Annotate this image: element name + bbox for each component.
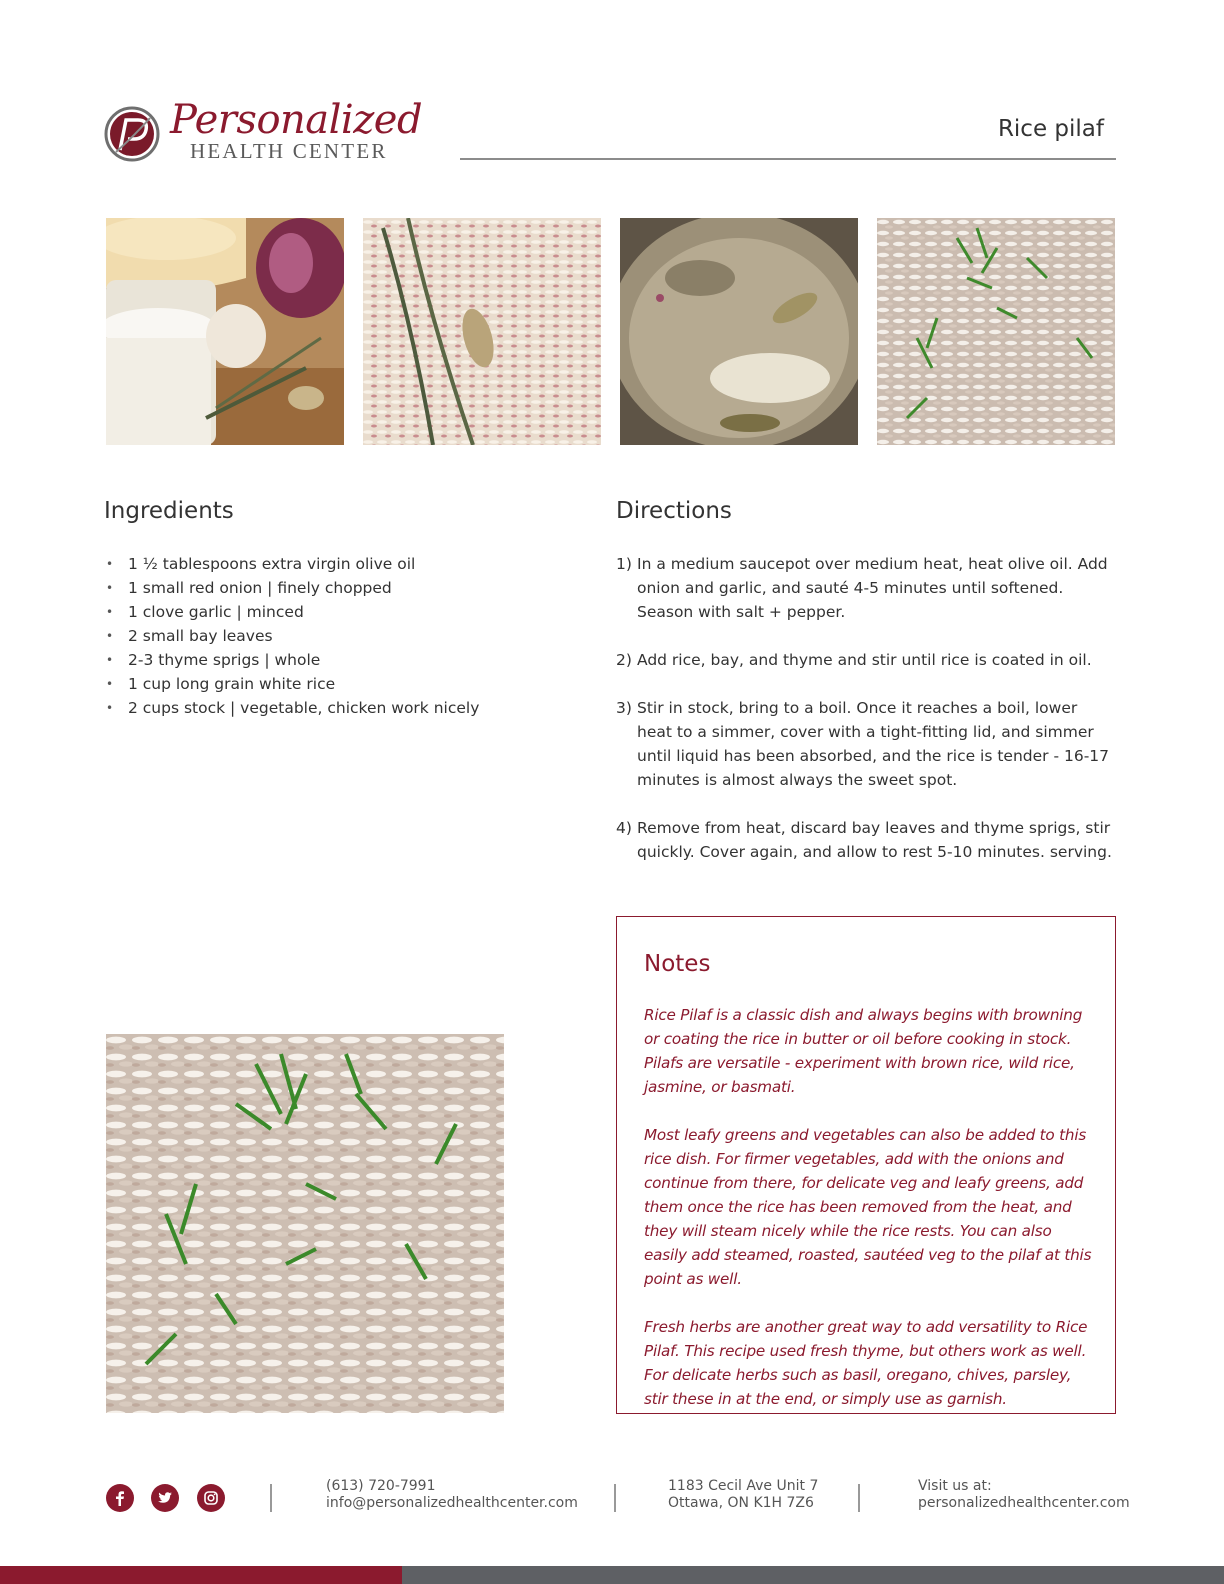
notes-heading: Notes [644, 951, 711, 977]
notes-paragraph: Fresh herbs are another great way to add versatility to Rice Pilaf. This recipe used fresh thyme, but others work as well. For delicate herbs such as basil, oregano, chives, parsley, stir these in at the end, or simply use as garnish. [644, 1318, 1088, 1408]
notes-paragraph: Most leafy greens and vegetables can also be added to this rice dish. For firmer vegetables, add with the onions and continue from there, for delicate veg and leafy greens, add them once the rice has been removed from the heat, and they will steam nicely while the rice rests. You can also easily add steamed, roasted, sautéed veg to the pilaf at this point as well. [644, 1126, 1092, 1288]
footer-band-accent [0, 1566, 402, 1584]
brand-logo [104, 97, 423, 164]
footer-divider [858, 1484, 860, 1512]
direction-step [616, 648, 1116, 672]
logo-subtitle: HEALTH CENTER [190, 139, 388, 163]
finished-pilaf-photo [877, 218, 1115, 445]
footer-divider [614, 1484, 616, 1512]
contact-block [326, 1478, 578, 1512]
simmering-pot-photo [620, 218, 858, 445]
address-block [668, 1478, 818, 1512]
list-item: • 2 cups stock | vegetable, chicken work nicely [104, 696, 479, 720]
list-item: • 1 small red onion | finely chopped [104, 576, 479, 600]
directions-list [616, 552, 1116, 888]
website-link[interactable]: personalizedhealthcenter.com [918, 1495, 1130, 1511]
step-number: 4) [616, 819, 632, 837]
logo-p-mark-icon [104, 106, 160, 162]
twitter-icon[interactable] [151, 1484, 179, 1512]
list-item: • 2-3 thyme sprigs | whole [104, 648, 479, 672]
logo-wordmark: Personalized [170, 97, 423, 143]
list-item: • 1 cup long grain white rice [104, 672, 479, 696]
ingredients-list [104, 552, 479, 720]
address-line-2: Ottawa, ON K1H 7Z6 [668, 1495, 814, 1511]
list-item: • 1 clove garlic | minced [104, 600, 479, 624]
phone-number[interactable]: (613) 720-7991 [326, 1478, 436, 1494]
step-text: In a medium saucepot over medium heat, heat olive oil. Add onion and garlic, and sauté 4-5 minutes until softened. Season with salt + pepper. [637, 555, 1108, 621]
title-divider [460, 158, 1116, 160]
direction-step [616, 552, 1116, 624]
notes-body [644, 1003, 1094, 1435]
website-block [918, 1478, 1130, 1512]
step-text: Add rice, bay, and thyme and stir until rice is coated in oil. [637, 651, 1092, 669]
directions-heading: Directions [616, 498, 732, 524]
notes-box [616, 916, 1116, 1414]
footer-band-grey [402, 1566, 1224, 1584]
instagram-icon[interactable] [197, 1484, 225, 1512]
footer-divider [270, 1484, 272, 1512]
step-text: Remove from heat, discard bay leaves and thyme sprigs, stir quickly. Cover again, and allow to rest 5-10 minutes. serving. [637, 819, 1112, 861]
email-link[interactable]: info@personalizedhealthcenter.com [326, 1495, 578, 1511]
pilaf-closeup-photo [106, 1034, 504, 1413]
facebook-icon[interactable] [106, 1484, 134, 1512]
address-line-1: 1183 Cecil Ave Unit 7 [668, 1478, 819, 1494]
step-number: 1) [616, 555, 632, 573]
list-item: • 2 small bay leaves [104, 624, 479, 648]
step-number: 3) [616, 699, 632, 717]
step-number: 2) [616, 651, 632, 669]
direction-step [616, 696, 1116, 792]
page-title: Rice pilaf [997, 116, 1104, 142]
notes-paragraph: Rice Pilaf is a classic dish and always begins with browning or coating the rice in butter or oil before cooking in stock. Pilafs are versatile - experiment with brown rice, wild rice, jasmine, or basmati. [644, 1006, 1083, 1096]
ingredients-photo [106, 218, 344, 445]
step-text: Stir in stock, bring to a boil. Once it reaches a boil, lower heat to a simmer, cover with a tight-fitting lid, and simmer until liquid has been absorbed, and the rice is tender - 16-17 minutes is almost always the sweet spot. [637, 699, 1110, 789]
ingredients-heading: Ingredients [104, 498, 234, 524]
visit-label: Visit us at: [918, 1478, 992, 1494]
direction-step [616, 816, 1116, 864]
raw-rice-thyme-photo [363, 218, 601, 445]
list-item: • 1 ½ tablespoons extra virgin olive oil [104, 552, 479, 576]
